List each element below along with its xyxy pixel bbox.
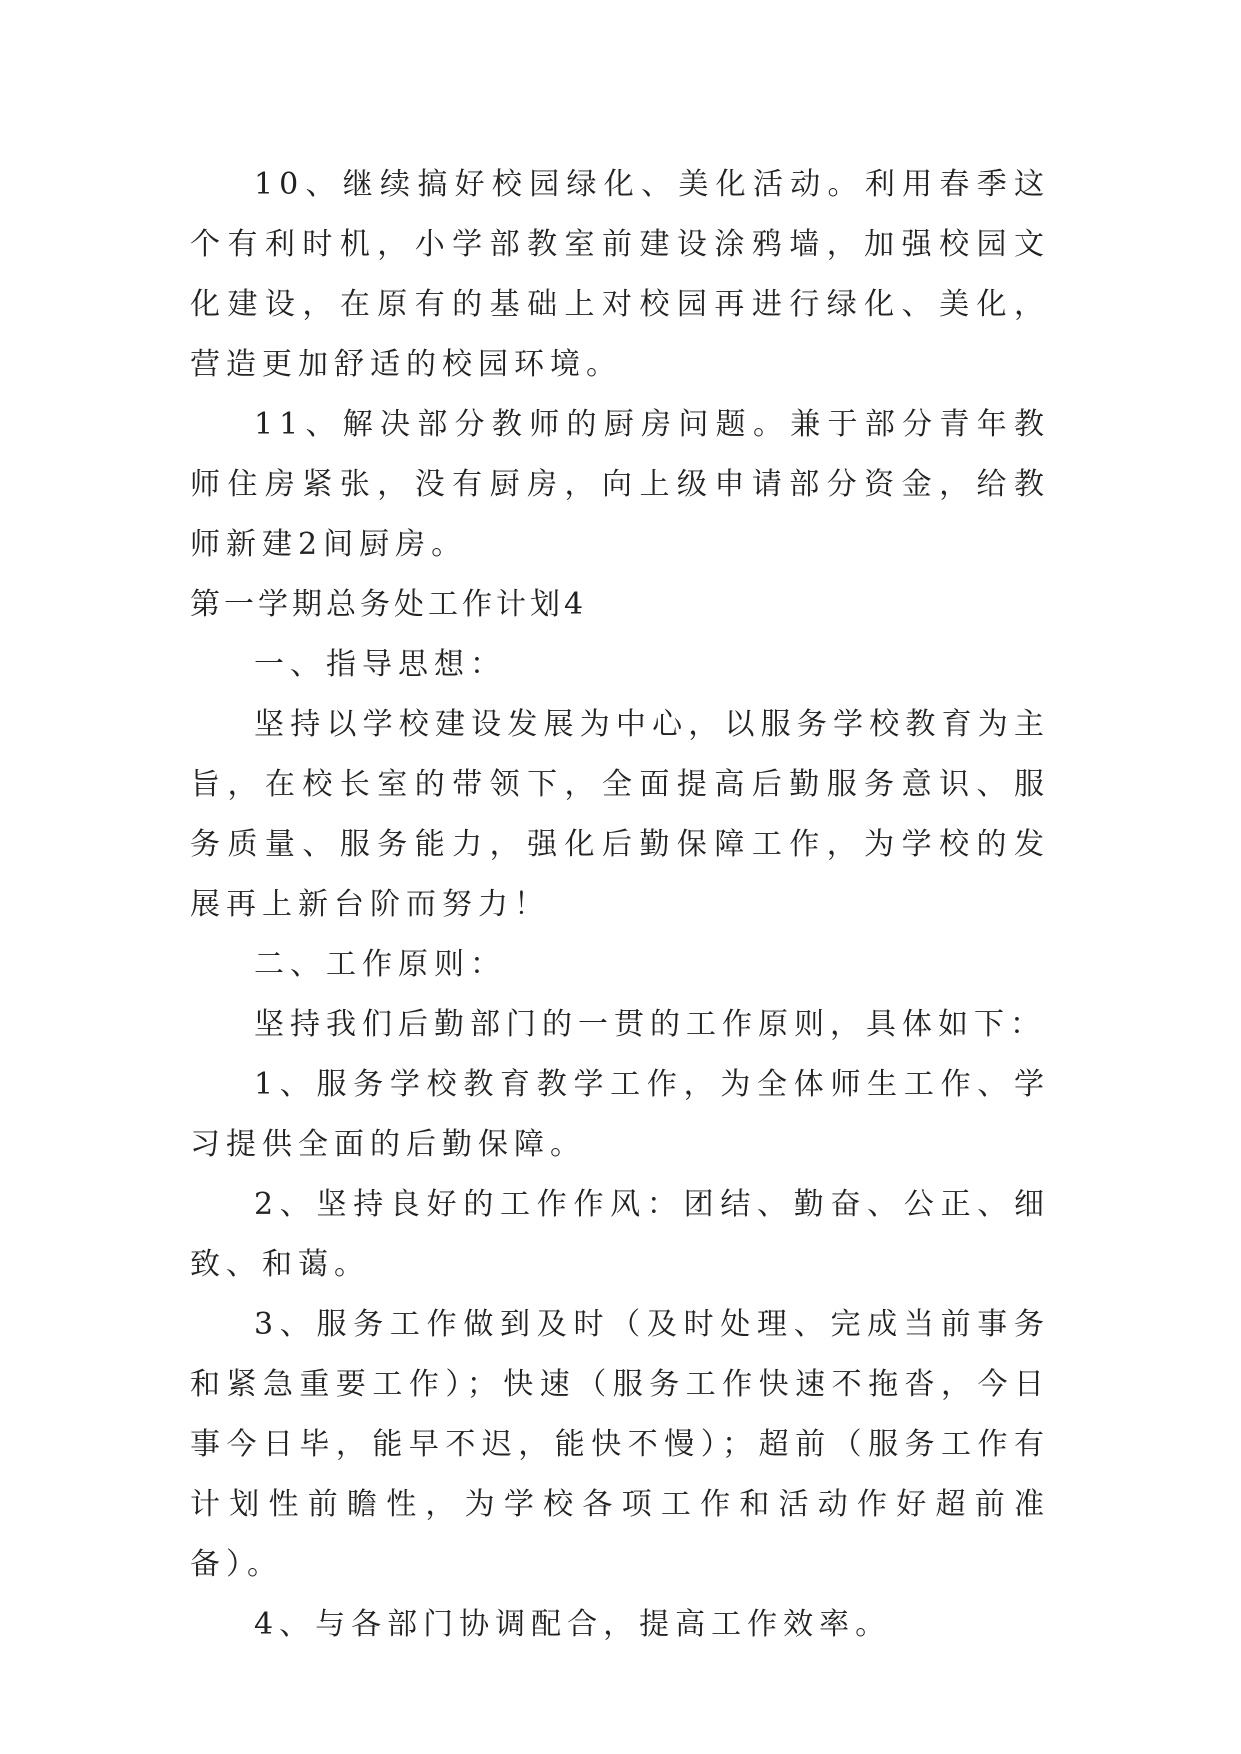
document-body	[190, 155, 1050, 1655]
paragraph-principles-intro: 坚持我们后勤部门的一贯的工作原则，具体如下：	[254, 1007, 1046, 1042]
subheading-guiding-ideology: 一、指导思想：	[254, 647, 506, 682]
list-item-principle-4: 4、与各部门协调配合，提高工作效率。	[254, 1607, 892, 1642]
subheading-work-principles: 二、工作原则：	[254, 947, 506, 982]
list-item-principle-1: 1、服务学校教育教学工作，为全体师生工作、学习提供全面的后勤保障。	[190, 1067, 1050, 1162]
paragraph-guiding-ideology: 坚持以学校建设发展为中心，以服务学校教育为主旨，在校长室的带领下，全面提高后勤服务意识、服务质量、服务能力，强化后勤保障工作，为学校的发展再上新台阶而努力！	[190, 707, 1050, 922]
section-heading: 第一学期总务处工作计划4	[190, 587, 588, 622]
list-item-principle-3: 3、服务工作做到及时（及时处理、完成当前事务和紧急重要工作）；快速（服务工作快速不拖沓，今日事今日毕，能早不迟，能快不慢）；超前（服务工作有计划性前瞻性，为学校各项工作和活动作好超前准备）。	[190, 1307, 1050, 1582]
paragraph-campus-greening: 10、继续搞好校园绿化、美化活动。利用春季这个有利时机，小学部教室前建设涂鸦墙，加强校园文化建设，在原有的基础上对校园再进行绿化、美化，营造更加舒适的校园环境。	[190, 167, 1050, 382]
paragraph-teacher-kitchens: 11、解决部分教师的厨房问题。兼于部分青年教师住房紧张，没有厨房，向上级申请部分资金，给教师新建2间厨房。	[190, 407, 1050, 562]
list-item-principle-2: 2、坚持良好的工作作风：团结、勤奋、公正、细致、和蔼。	[190, 1187, 1050, 1282]
